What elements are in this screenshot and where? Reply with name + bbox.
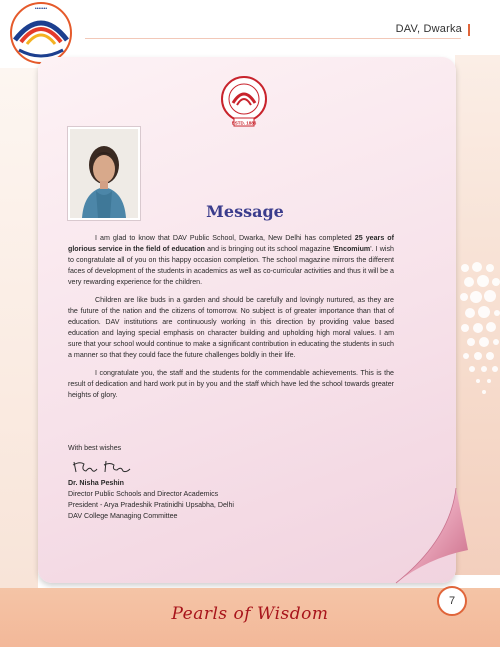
message-heading: Message (206, 202, 284, 221)
magazine-name: Encomium (333, 245, 371, 254)
signatory-block (68, 478, 368, 522)
school-name-header: DAV, Dwarka (395, 23, 462, 35)
bold-years: 25 years of glorious service in the field of education (68, 234, 395, 254)
dav-seal-icon (219, 75, 269, 129)
director-photo (68, 127, 140, 220)
signatory-title-1: Director Public Schools and Director Academics (68, 490, 219, 498)
header-rule (85, 38, 461, 39)
page-curl-icon (388, 488, 468, 588)
left-background (0, 68, 38, 588)
header-accent (468, 24, 470, 36)
signatory-name: Dr. Nisha Peshin (68, 479, 124, 487)
seal-year: ESTD. 1886 (231, 120, 257, 126)
signatory-title-3: DAV College Managing Committee (68, 512, 178, 520)
page-number: 7 (437, 586, 467, 616)
paragraph-1: I am glad to know that DAV Public School, Dwarka, New Delhi has completed 25 years of glorious service in the field of education and is bringing out its school magazine 'Encomium'. I wish to congratulate all of you on this happy occasion completion. The school magazine mirrors the different faces of development of the students in academics as well as co-curricular activities and thus it will be a very rewarding experience for the children. (68, 234, 395, 287)
footer-title: Pearls of Wisdom (171, 604, 329, 624)
svg-text:•••••••: ••••••• (34, 6, 48, 12)
portrait-icon (70, 129, 138, 218)
closing-line: With best wishes (68, 444, 122, 452)
message-body (68, 233, 394, 408)
signature-icon (70, 456, 132, 478)
signatory-title-2: President - Arya Pradeshik Pratinidhi Upsabha, Delhi (68, 501, 234, 509)
paragraph-3: I congratulate you, the staff and the students for the commendable achievements. This is the result of dedication and hard work put in by you and the staff which have led the school towards greater heights of glory. (68, 369, 394, 400)
paragraph-2: Children are like buds in a garden and should be carefully and lovingly nurtured, as they are the future of the nation and the citizens of tomorrow. No subject is of greater importance than that of education. DAV institutions are continuously working in this direction by providing value based education and laying special emphasis on character building and upholding high moral values. I am sure that your school would continue to make a significant contribution in educating the students in such a manner so that they could face the future challenges boldly in their life. (68, 295, 394, 360)
decorative-dots-icon (459, 262, 500, 422)
